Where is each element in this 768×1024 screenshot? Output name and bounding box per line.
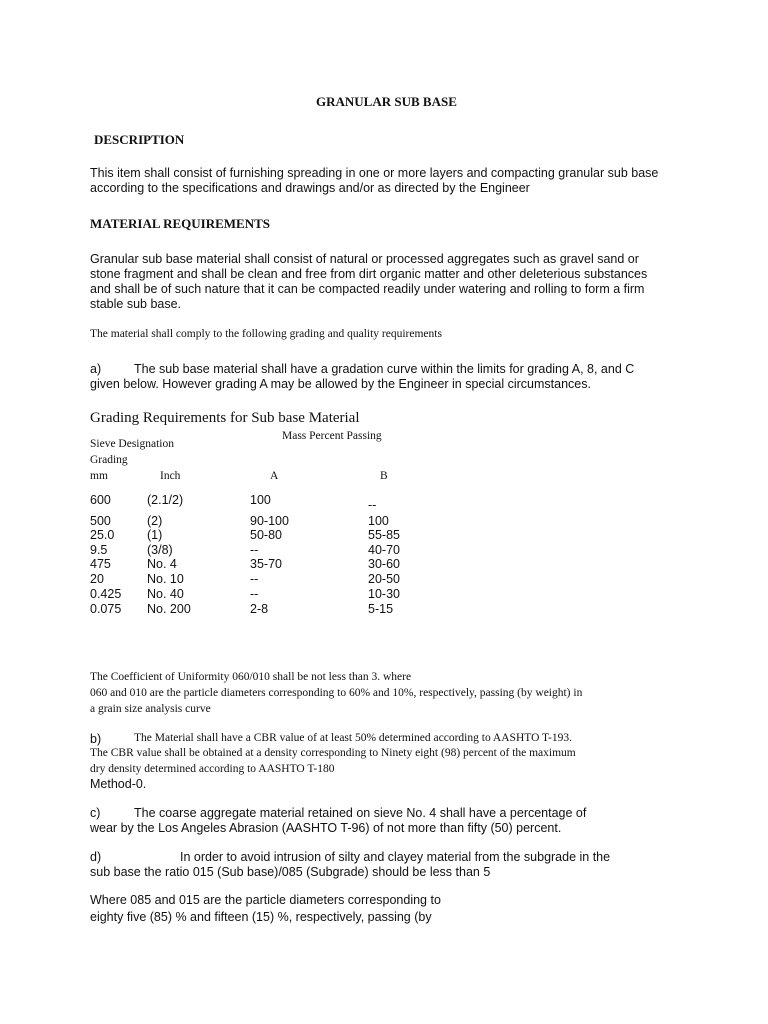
table-cell-a: --: [250, 587, 259, 601]
where-line: Where 085 and 015 are the particle diameters corresponding to: [90, 893, 441, 907]
column-inch-header: Inch: [160, 470, 181, 482]
grading-header: Grading: [90, 454, 128, 466]
table-cell-mm: 25.0: [90, 528, 115, 542]
material-line: Granular sub base material shall consist of natural or processed aggregates such as gravel sand or: [90, 252, 639, 266]
table-cell-mm: 9.5: [90, 543, 108, 557]
item-c-line: The coarse aggregate material retained on sieve No. 4 shall have a percentage of: [134, 806, 587, 820]
table-cell-inch: No. 4: [147, 557, 177, 571]
item-b-label: b): [90, 732, 102, 746]
material-line: stone fragment and shall be clean and free from dirt organic matter and other deleterious substances: [90, 267, 648, 281]
table-cell-a: 35-70: [250, 557, 282, 571]
table-cell-b: --: [368, 498, 377, 512]
material-heading: MATERIAL REQUIREMENTS: [90, 216, 270, 231]
mass-percent-header: Mass Percent Passing: [282, 430, 382, 442]
description-line: according to the specifications and drawings and/or as directed by the Engineer: [90, 181, 530, 195]
table-cell-mm: 600: [90, 493, 111, 507]
page-title: GRANULAR SUB BASE: [316, 94, 457, 109]
description-line: This item shall consist of furnishing spreading in one or more layers and compacting granular sub base: [90, 166, 659, 180]
table-cell-inch: (1): [147, 528, 163, 542]
table-cell-mm: 20: [90, 572, 104, 586]
item-d-line: In order to avoid intrusion of silty and clayey material from the subgrade in the: [180, 850, 611, 864]
table-cell-inch: (2.1/2): [147, 493, 184, 507]
table-cell-b: 20-50: [368, 572, 400, 586]
table-cell-b: 30-60: [368, 557, 400, 571]
material-line: stable sub base.: [90, 297, 182, 311]
item-b-line: The Material shall have a CBR value of at least 50% determined according to AASHTO T-193.: [134, 732, 572, 744]
material-line: and shall be of such nature that it can be compacted readily under watering and rolling to form a firm: [90, 282, 645, 296]
table-cell-inch: (2): [147, 514, 163, 528]
table-cell-a: 50-80: [250, 528, 282, 542]
item-c-label: c): [90, 806, 101, 820]
table-cell-b: 100: [368, 514, 389, 528]
uniformity-line: 060 and 010 are the particle diameters corresponding to 60% and 10%, respectively, passing (by weight) in: [90, 687, 583, 699]
item-a-label: a): [90, 362, 102, 376]
table-cell-mm: 0.075: [90, 602, 122, 616]
table-cell-mm: 0.425: [90, 587, 122, 601]
table-cell-inch: No. 200: [147, 602, 191, 616]
table-cell-b: 55-85: [368, 528, 400, 542]
table-cell-a: 90-100: [250, 514, 289, 528]
table-cell-b: 40-70: [368, 543, 400, 557]
item-d-label: d): [90, 850, 102, 864]
item-a-line: The sub base material shall have a gradation curve within the limits for grading A, 8, and C: [134, 362, 635, 376]
grading-table-heading: Grading Requirements for Sub base Material: [90, 410, 360, 426]
item-b-line: dry density determined according to AASHTO T-180: [90, 763, 335, 775]
uniformity-line: The Coefficient of Uniformity 060/010 shall be not less than 3. where: [90, 671, 412, 683]
description-heading: DESCRIPTION: [94, 132, 185, 147]
table-cell-inch: No. 40: [147, 587, 184, 601]
table-cell-b: 5-15: [368, 602, 394, 616]
table-cell-a: 100: [250, 493, 271, 507]
table-cell-inch: (3/8): [147, 543, 173, 557]
table-cell-b: 10-30: [368, 587, 400, 601]
table-cell-mm: 500: [90, 514, 111, 528]
table-cell-a: --: [250, 572, 259, 586]
table-cell-a: --: [250, 543, 259, 557]
column-mm-header: mm: [90, 470, 108, 482]
item-c-line: wear by the Los Angeles Abrasion (AASHTO T-96) of not more than fifty (50) percent.: [90, 821, 562, 835]
comply-text: The material shall comply to the following grading and quality requirements: [90, 328, 442, 340]
item-d-line: sub base the ratio 015 (Sub base)/085 (Subgrade) should be less than 5: [90, 865, 491, 879]
column-a-header: A: [270, 470, 279, 482]
item-a-line: given below. However grading A may be allowed by the Engineer in special circumstances.: [90, 377, 591, 391]
table-cell-mm: 475: [90, 557, 111, 571]
table-cell-inch: No. 10: [147, 572, 184, 586]
table-cell-a: 2-8: [250, 602, 269, 616]
item-b-line: Method-0.: [90, 777, 147, 791]
item-b-line: The CBR value shall be obtained at a density corresponding to Ninety eight (98) percent of the maximum: [90, 747, 576, 759]
where-line: eighty five (85) % and fifteen (15) %, respectively, passing (by: [90, 910, 432, 924]
column-b-header: B: [380, 470, 388, 482]
uniformity-line: a grain size analysis curve: [90, 703, 211, 715]
sieve-designation-header: Sieve Designation: [90, 438, 174, 450]
